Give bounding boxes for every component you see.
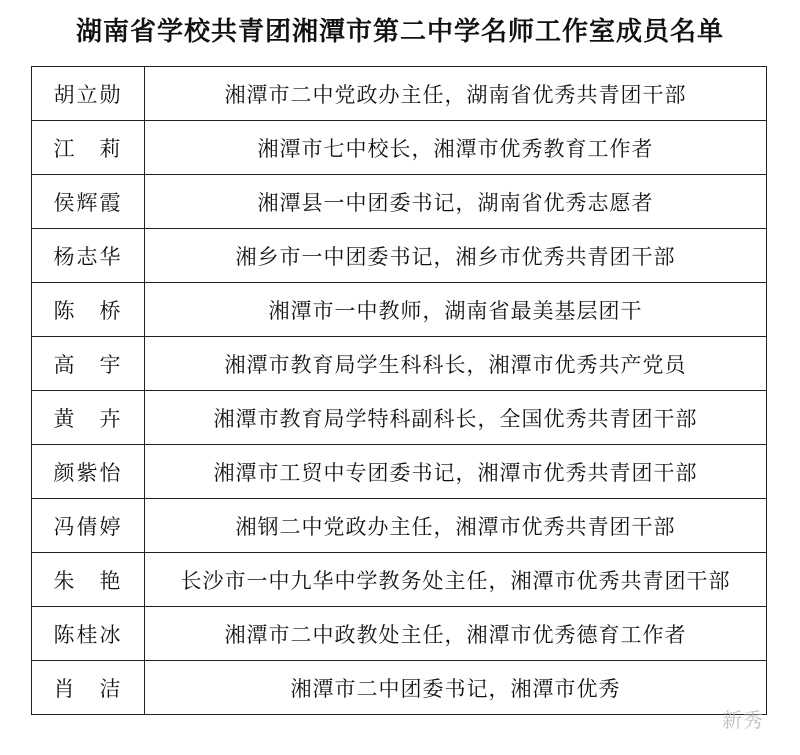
member-name: 陈 桥 (32, 283, 145, 337)
table-row (32, 67, 767, 121)
member-description: 湘潭市二中党政办主任，湖南省优秀共青团干部 (145, 67, 767, 121)
table-row (32, 445, 767, 499)
document-title: 湖南省学校共青团湘潭市第二中学名师工作室成员名单 (75, 17, 724, 47)
member-description: 湘潭市教育局学生科科长，湘潭市优秀共产党员 (145, 337, 767, 391)
member-name: 黄 卉 (32, 391, 145, 445)
member-name: 江 莉 (32, 121, 145, 175)
member-name: 侯辉霞 (32, 175, 145, 229)
table-row (32, 607, 767, 661)
member-description: 湘乡市一中团委书记，湘乡市优秀共青团干部 (145, 229, 767, 283)
member-description: 湘潭市七中校长，湘潭市优秀教育工作者 (145, 121, 767, 175)
member-name: 杨志华 (32, 229, 145, 283)
member-name: 颜紫怡 (32, 445, 145, 499)
table-row (32, 661, 767, 715)
member-description: 湘潭市二中政教处主任，湘潭市优秀德育工作者 (145, 607, 767, 661)
member-description: 湘钢二中党政办主任，湘潭市优秀共青团干部 (145, 499, 767, 553)
member-name: 朱 艳 (32, 553, 145, 607)
table-row (32, 229, 767, 283)
table-row (32, 553, 767, 607)
member-description: 长沙市一中九华中学教务处主任，湘潭市优秀共青团干部 (145, 553, 767, 607)
table-row (32, 391, 767, 445)
member-name: 肖 洁 (32, 661, 145, 715)
table-row (32, 283, 767, 337)
member-roster-table (31, 66, 767, 715)
watermark: 新秀 (722, 708, 764, 732)
member-description: 湘潭县一中团委书记，湖南省优秀志愿者 (145, 175, 767, 229)
table-row (32, 499, 767, 553)
member-name: 冯倩婷 (32, 499, 145, 553)
table-row (32, 175, 767, 229)
member-description: 湘潭市二中团委书记，湘潭市优秀 (145, 661, 767, 715)
member-name: 高 宇 (32, 337, 145, 391)
member-description: 湘潭市一中教师，湖南省最美基层团干 (145, 283, 767, 337)
table-row (32, 121, 767, 175)
member-description: 湘潭市教育局学特科副科长，全国优秀共青团干部 (145, 391, 767, 445)
member-name: 胡立勋 (32, 67, 145, 121)
member-name: 陈桂冰 (32, 607, 145, 661)
table-row (32, 337, 767, 391)
member-description: 湘潭市工贸中专团委书记，湘潭市优秀共青团干部 (145, 445, 767, 499)
